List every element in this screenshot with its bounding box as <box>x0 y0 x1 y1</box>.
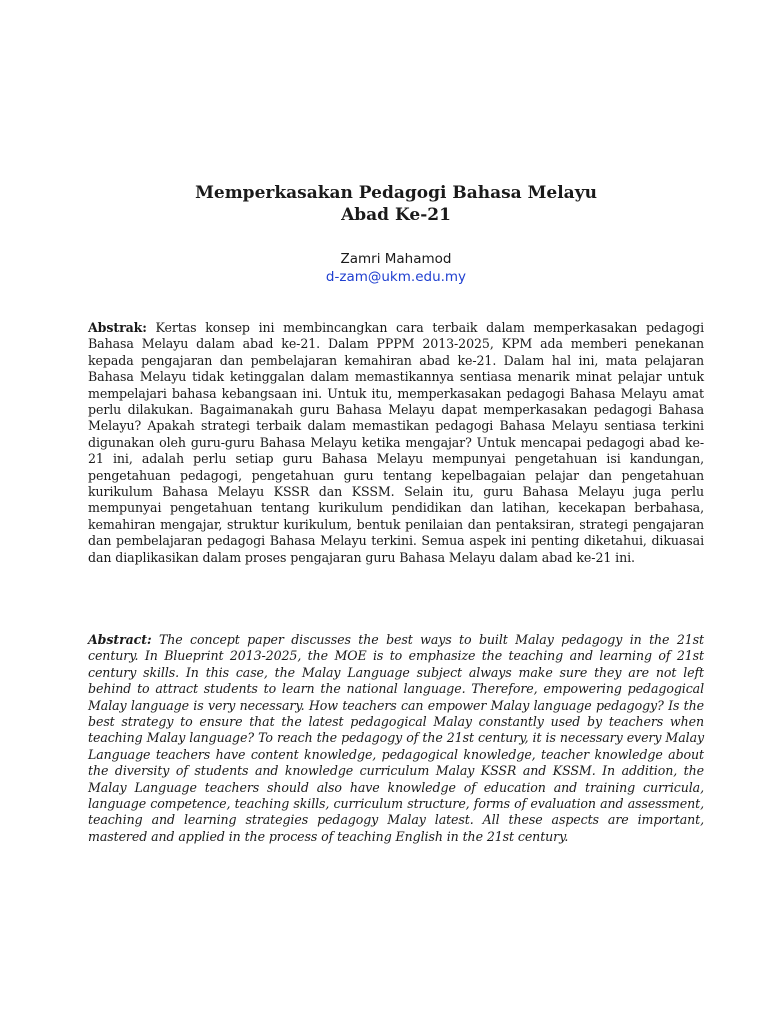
author-email-link[interactable]: d-zam@ukm.edu.my <box>325 269 467 285</box>
author-block <box>88 250 704 286</box>
abstrak-paragraph <box>88 320 704 566</box>
title-line-2: Abad Ke-21 <box>341 205 451 225</box>
abstrak-text: Kertas konsep ini membincangkan cara terbaik dalam memperkasakan pedagogi Bahasa Melayu dalam abad ke-21. Dalam PPPM 2013-2025, KPM ada memberi penekanan kepada pengajaran dan pembelajaran kemahiran abad ke-21. Dalam hal ini, mata pelajaran Bahasa Melayu tidak ketinggalan dalam memastikannya sentiasa menarik minat pelajar untuk mempelajari bahasa kebangsaan ini. Untuk itu, memperkasakan pedagogi Bahasa Melayu amat perlu dilakukan. Bagaimanakah guru Bahasa Melayu dapat memperkasakan pedagogi Bahasa Melayu? Apakah strategi terbaik dalam memastikan pedagogi Bahasa Melayu sentiasa terkini digunakan oleh guru-guru Bahasa Melayu ketika mengajar? Untuk mencapai pedagogi abad ke-21 ini, adalah perlu setiap guru Bahasa Melayu mempunyai pengetahuan isi kandungan, pengetahuan pedagogi, pengetahuan guru tentang kepelbagaian pelajar dan pengetahuan kurikulum Bahasa Melayu KSSR dan KSSM. Selain itu, guru Bahasa Melayu juga perlu mempunyai pengetahuan tentang kurikulum pendidikan dan latihan, kecekapan berbahasa, kemahiran mengajar, struktur kurikulum, bentuk penilaian dan pentaksiran, strategi pengajaran dan pembelajaran pedagogi Bahasa Melayu terkini. Semua aspek ini penting diketahui, dikuasai dan diaplikasikan dalam proses pengajaran guru Bahasa Melayu dalam abad ke-21 ini. <box>88 320 704 565</box>
abstract-paragraph <box>88 632 704 845</box>
abstract-label: Abstract: <box>88 632 152 647</box>
title-line-1: Memperkasakan Pedagogi Bahasa Melayu <box>195 183 597 203</box>
abstrak-label: Abstrak: <box>88 320 147 335</box>
paper-title <box>88 182 704 226</box>
abstract-text: The concept paper discusses the best ways to built Malay pedagogy in the 21st century. In Blueprint 2013-2025, the MOE is to emphasize the teaching and learning of 21st century skills. In this case, the Malay Language subject always make sure they are not left behind to attract students to learn the national language. Therefore, empowering pedagogical Malay language is very necessary. How teachers can empower Malay language pedagogy? Is the best strategy to ensure that the latest pedagogical Malay constantly used by teachers when teaching Malay language? To reach the pedagogy of the 21st century, it is necessary every Malay Language teachers have content knowledge, pedagogical knowledge, teacher knowledge about the diversity of students and knowledge curriculum Malay KSSR and KSSM. In addition, the Malay Language teachers should also have knowledge of education and training curricula, language competence, teaching skills, curriculum structure, forms of evaluation and assessment, teaching and learning strategies pedagogy Malay latest. All these aspects are important, mastered and applied in the process of teaching English in the 21st century. <box>88 632 704 844</box>
author-name: Zamri Mahamod <box>340 251 452 267</box>
